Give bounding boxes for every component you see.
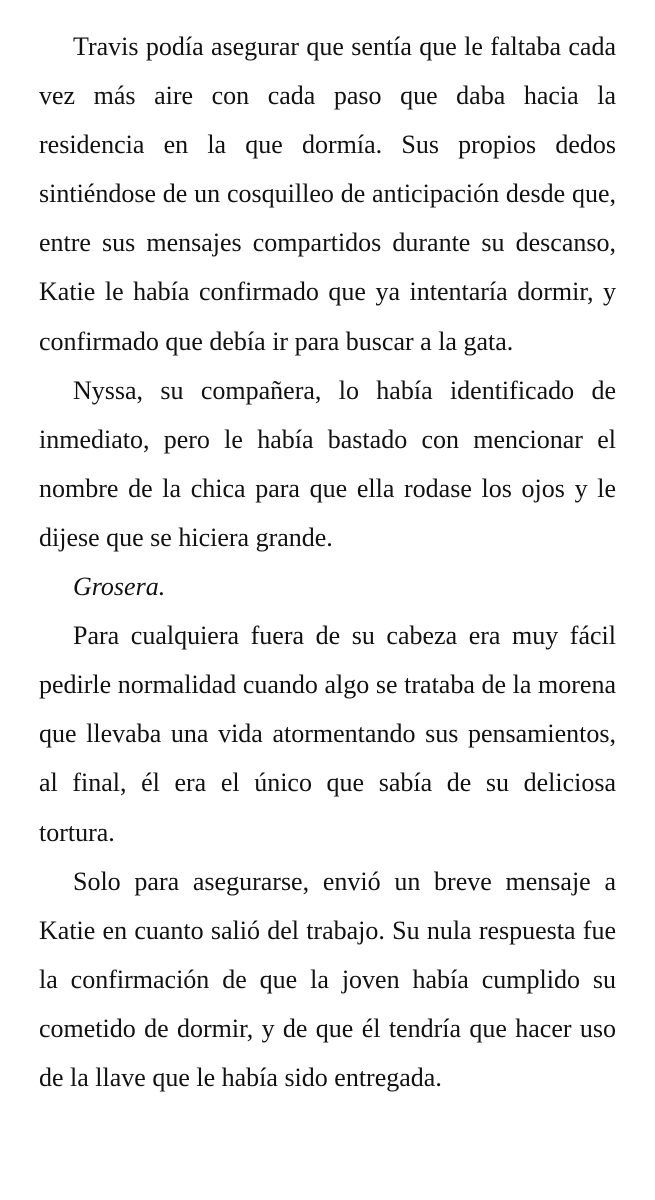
paragraph-3-italic: Grosera. xyxy=(73,572,166,602)
paragraph-4: Para cualquiera fuera de su cabeza era muy fácil pedirle normalidad cuando algo se trataba de la morena que llevaba una vida atormentando sus pensamientos, al final, él era el único que sabía de su deliciosa tortura. xyxy=(39,621,616,847)
paragraph-1: Travis podía asegurar que sentía que le faltaba cada vez más aire con cada paso que daba hacia la residencia en la que dormía. Sus propios dedos sintiéndose de un cosquilleo de anticipación desde que, entre sus mensajes compartidos durante su descanso, Katie le había confirmado que ya intentaría dormir, y confirmado que debía ir para buscar a la gata. xyxy=(39,32,616,356)
paragraph-5: Solo para asegurarse, envió un breve mensaje a Katie en cuanto salió del trabajo. Su nula respuesta fue la confirmación de que la joven había cumplido su cometido de dormir, y de que él tendría que hacer uso de la llave que le había sido entregada. xyxy=(39,866,616,1092)
ebook-page-text xyxy=(39,22,616,1102)
paragraph-2: Nyssa, su compañera, lo había identificado de inmediato, pero le había bastado con mencionar el nombre de la chica para que ella rodase los ojos y le dijese que se hiciera grande. xyxy=(39,375,616,552)
